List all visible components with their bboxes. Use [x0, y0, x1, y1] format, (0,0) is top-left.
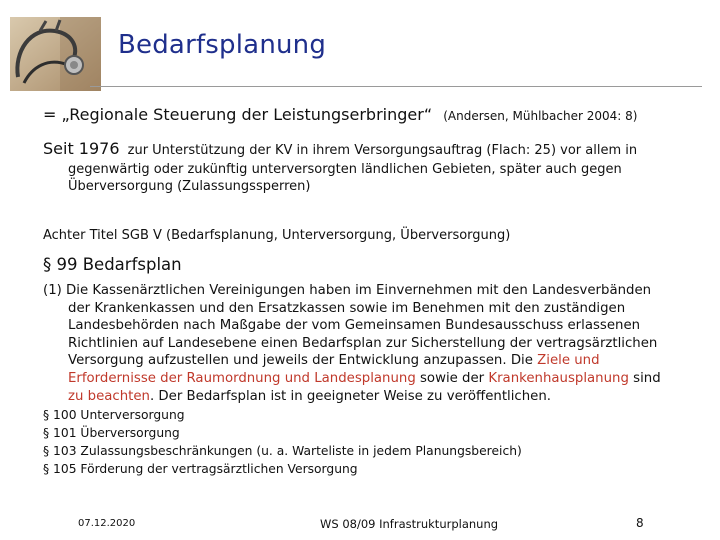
list-item: § 100 Unterversorgung [43, 408, 185, 422]
paragraph-line-6-end: sind [633, 370, 661, 386]
definition-citation: (Andersen, Mühlbacher 2004: 8) [443, 109, 638, 123]
paragraph-line-1: (1) Die Kassenärztlichen Vereinigungen haben im Einvernehmen mit den Landesverbänden [43, 283, 652, 298]
paragraph-line-2: der Krankenkassen und den Ersatzkassen sowie im Benehmen mit den zuständigen [68, 300, 626, 316]
page-number: 8 [636, 516, 644, 530]
footer-date: 07.12.2020 [78, 518, 136, 529]
since-line [43, 139, 637, 159]
title-divider [90, 86, 702, 87]
highlight-beachten: zu beachten [68, 388, 150, 404]
highlight-krankenhausplanung: Krankenhausplanung [488, 370, 629, 386]
list-item: § 101 Überversorgung [43, 426, 180, 440]
definition-line [43, 105, 637, 124]
paragraph-line-7-end: . Der Bedarfsplan ist in geeigneter Weise zu veröffentlichen. [149, 388, 551, 404]
stethoscope-icon [10, 17, 101, 91]
paragraph-line-5-text: Versorgung aufzustellen und jeweils der Entwicklung anzupassen. Die [68, 353, 533, 369]
since-line-3: Überversorgung (Zulassungssperren) [68, 179, 311, 194]
sgb-line: Achter Titel SGB V (Bedarfsplanung, Unterversorgung, Überversorgung) [43, 228, 511, 243]
since-rest: zur Unterstützung der KV in ihrem Versorgungsauftrag (Flach: 25) vor allem in [127, 143, 638, 158]
paragraph-line-4: Richtlinien auf Landesebene einen Bedarfsplan zur Sicherstellung der vertragsärztlichen [68, 335, 658, 351]
list-item: § 103 Zulassungsbeschränkungen (u. a. Warteliste in jedem Planungsbereich) [43, 444, 522, 458]
slide-title: Bedarfsplanung [118, 30, 327, 60]
paragraph-line-6 [43, 370, 703, 388]
paragraph-line-3: Landesbehörden nach Maßgabe der vom Gemeinsamen Bundesausschuss erlassenen [68, 318, 641, 334]
highlight-ziele: Ziele und [537, 353, 600, 369]
paragraph-list [43, 406, 522, 478]
since-line-2: gegenwärtig oder zukünftig unterversorgten ländlichen Gebieten, später auch gegen [68, 162, 622, 177]
since-lead: Seit 1976 [43, 139, 120, 158]
definition-text: = „Regionale Steuerung der Leistungserbringer“ [43, 105, 433, 124]
section-heading: § 99 Bedarfsplan [43, 255, 182, 274]
footer-course: WS 08/09 Infrastrukturplanung [320, 517, 499, 531]
paragraph-line-7 [43, 388, 703, 406]
list-item: § 105 Förderung der vertragsärztlichen Versorgung [43, 462, 358, 476]
paragraph-line-6-mid: sowie der [420, 370, 485, 386]
highlight-raumordnung: Erfordernisse der Raumordnung und Landesplanung [68, 370, 416, 386]
paragraph-1 [43, 282, 703, 405]
paragraph-line-5 [43, 352, 703, 370]
